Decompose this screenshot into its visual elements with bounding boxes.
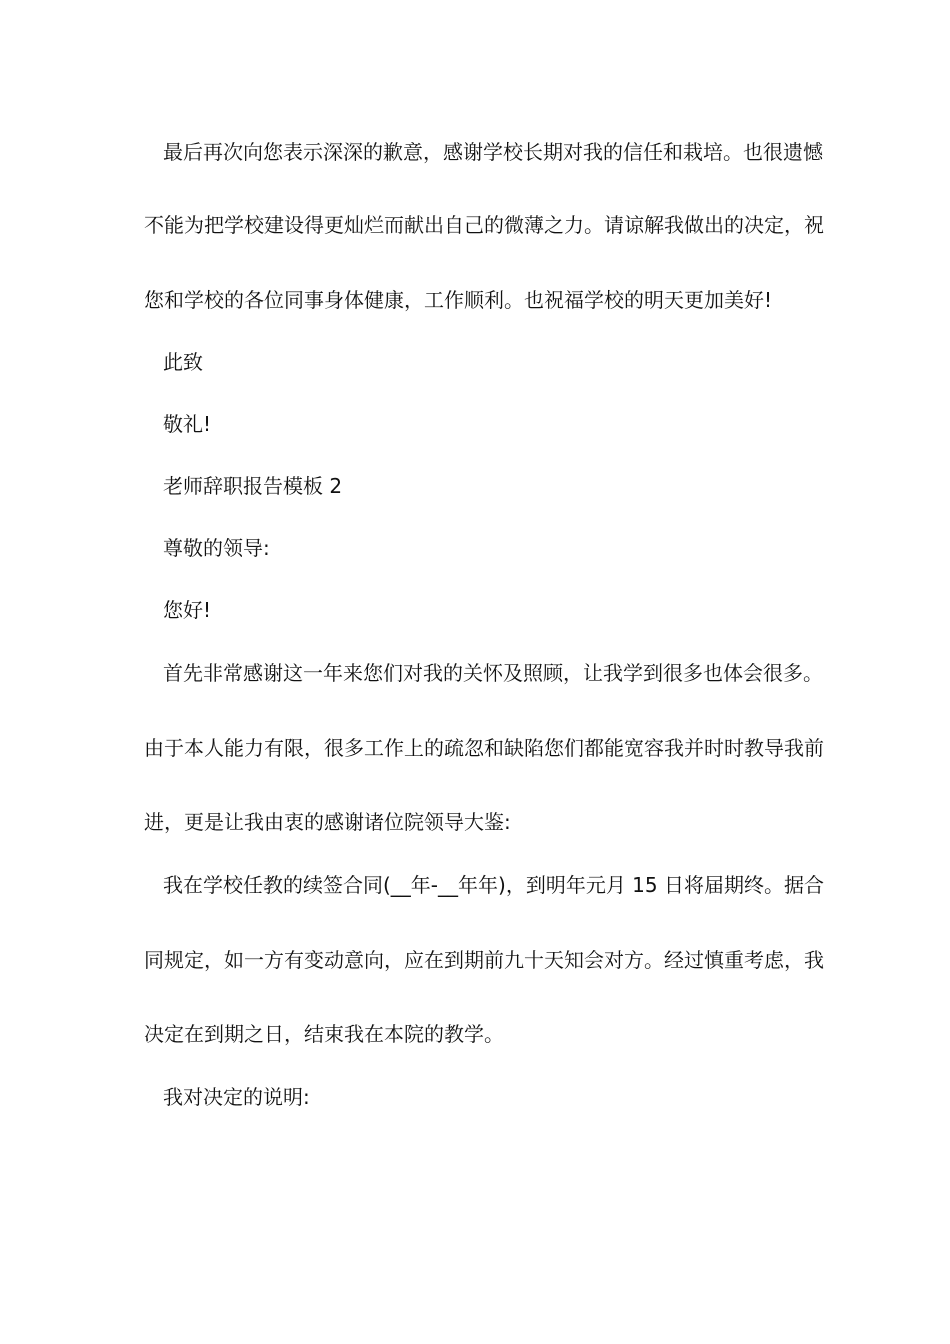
- paragraph-line: 您和学校的各位同事身体健康，工作顺利。也祝福学校的明天更加美好!: [144, 288, 773, 312]
- salutation: 尊敬的领导:: [163, 536, 270, 560]
- paragraph-line: 同规定，如一方有变动意向，应在到期前九十天知会对方。经过慎重考虑，我: [144, 948, 824, 972]
- closing-line: 敬礼!: [163, 412, 212, 436]
- paragraph-line: 首先非常感谢这一年来您们对我的关怀及照顾，让我学到很多也体会很多。: [163, 661, 823, 685]
- paragraph-line: 我对决定的说明:: [163, 1085, 310, 1109]
- paragraph-line: 最后再次向您表示深深的歉意，感谢学校长期对我的信任和栽培。也很遗憾: [163, 140, 823, 164]
- paragraph-line: 不能为把学校建设得更灿烂而献出自己的微薄之力。请谅解我做出的决定，祝: [144, 213, 824, 237]
- paragraph-line: 我在学校任教的续签合同(__年-__年年)，到明年元月 15 日将届期终。据合: [163, 873, 824, 897]
- closing-line: 此致: [163, 350, 203, 374]
- section-heading: 老师辞职报告模板 2: [163, 474, 343, 498]
- paragraph-line: 由于本人能力有限，很多工作上的疏忽和缺陷您们都能宽容我并时时教导我前: [144, 736, 824, 760]
- paragraph-line: 决定在到期之日，结束我在本院的教学。: [144, 1022, 504, 1046]
- greeting: 您好!: [163, 598, 212, 622]
- paragraph-line: 进，更是让我由衷的感谢诸位院领导大鉴:: [144, 810, 511, 834]
